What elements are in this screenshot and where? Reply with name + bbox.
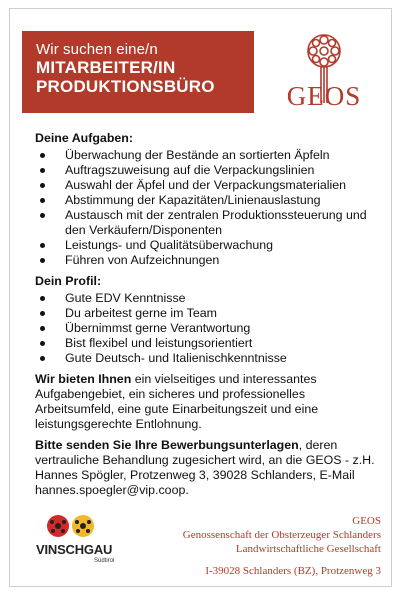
apply-text: , deren vertrauliche Behandlung zugesichert wird, an die GEOS - z.H. Hannes Spögler, Protzenweg 3, 39028 Schlanders, E-Mail hannes.spoegler@vip.coop. [35, 438, 375, 497]
footer [10, 502, 391, 588]
profile-list [35, 291, 380, 366]
list-item: Abstimmung der Kapazitäten/Linienauslastung [35, 193, 380, 208]
list-item: Gute EDV Kenntnisse [35, 291, 380, 306]
list-item: Auswahl der Äpfel und der Verpackungsmaterialien [35, 178, 380, 193]
company-name: GEOS [352, 515, 381, 527]
geos-logo [264, 31, 384, 115]
header [10, 9, 391, 121]
list-item: Du arbeitest gerne im Team [35, 306, 380, 321]
list-item: Führen von Aufzeichnungen [35, 253, 380, 268]
ladybug-icon [36, 512, 116, 542]
company-address-block [131, 514, 381, 578]
list-item: Auftragszuweisung auf die Verpackungslinien [35, 163, 380, 178]
vinschgau-logo [36, 512, 116, 574]
suedtirol-label: Südtirol [94, 558, 115, 564]
profile-title: Dein Profil: [35, 274, 102, 288]
apply-lead: Bitte senden Sie Ihre Bewerbungsunterlagen [35, 438, 299, 452]
geos-logo-text: GEOS [286, 81, 362, 111]
tasks-title: Deine Aufgaben: [35, 131, 133, 145]
offer-lead: Wir bieten Ihnen [35, 372, 132, 386]
list-item: Leistungs- und Qualitätsüberwachung [35, 238, 380, 253]
offer-paragraph [35, 372, 380, 432]
kicker-text: Wir suchen eine/n [36, 41, 158, 58]
offer-text: ein vielseitiges und interessantes Aufgabengebiet, ein sicheres und professionelles Arbeitsumfeld, eine gute Einarbeitungszeit und eine leistungsgerechte Entlohnung. [35, 372, 319, 431]
list-item: Bist flexibel und leistungsorientiert [35, 336, 380, 351]
job-ad-page [9, 8, 392, 587]
job-title-line-1: MITARBEITER/IN [36, 58, 176, 77]
list-item: Überwachung der Bestände an sortierten Äpfeln [35, 148, 380, 163]
job-title-line-2: PRODUKTIONSBÜRO [36, 77, 215, 96]
title-banner [22, 31, 254, 113]
company-line-2: Landwirtschaftliche Gesellschaft [235, 543, 381, 555]
ad-content [35, 131, 380, 504]
list-item: Übernimmst gerne Verantwortung [35, 321, 380, 336]
company-address: I-39028 Schlanders (BZ), Protzenweg 3 [205, 565, 381, 577]
company-line-1: Genossenschaft der Obsterzeuger Schlanders [182, 529, 381, 541]
tasks-list [35, 148, 380, 268]
list-item: Gute Deutsch- und Italienischkenntnisse [35, 351, 380, 366]
list-item: Austausch mit der zentralen Produktionssteuerung und den Verkäufern/Disponenten [35, 208, 380, 238]
vinschgau-wordmark: VINSCHGAU [36, 542, 113, 557]
apply-paragraph [35, 438, 380, 498]
